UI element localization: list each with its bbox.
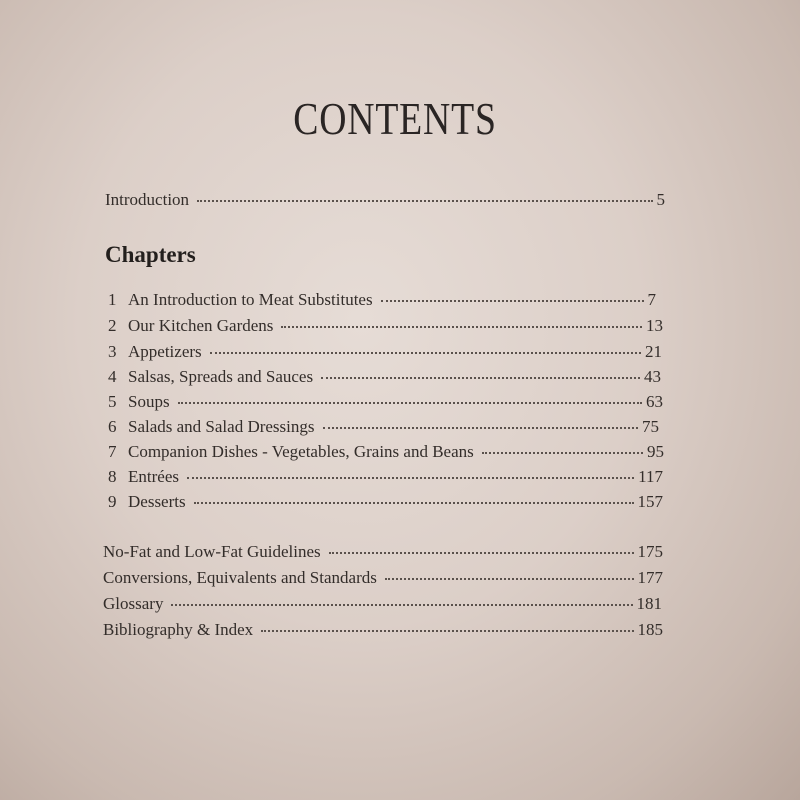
chapter-title: Soups — [128, 392, 170, 411]
dot-leader — [210, 352, 641, 354]
toc-backmatter-row — [103, 620, 663, 640]
toc-entry-label: Glossary — [103, 594, 164, 613]
dot-leader — [197, 200, 652, 202]
toc-entry-page: 175 — [637, 542, 663, 561]
chapter-number: 7 — [108, 442, 117, 461]
chapter-page: 63 — [646, 392, 663, 411]
dot-leader — [171, 604, 632, 606]
chapter-title: Our Kitchen Gardens — [128, 316, 274, 335]
dot-leader — [381, 300, 644, 302]
toc-entry-label: Conversions, Equivalents and Standards — [103, 568, 377, 587]
toc-entry-page: 177 — [637, 568, 663, 587]
toc-entry-label: Bibliography & Index — [103, 620, 254, 639]
toc-chapter-row — [108, 342, 662, 362]
toc-entry-page: 5 — [656, 190, 665, 209]
chapter-page: 7 — [647, 290, 656, 309]
toc-backmatter-row — [103, 542, 663, 562]
chapter-number: 6 — [108, 417, 117, 436]
chapter-page: 75 — [642, 417, 659, 436]
dot-leader — [261, 630, 633, 632]
chapter-title: Desserts — [128, 492, 186, 511]
toc-entry-label: Introduction — [105, 190, 190, 209]
chapter-page: 13 — [646, 316, 663, 335]
dot-leader — [281, 326, 642, 328]
toc-chapter-row — [108, 442, 664, 462]
toc-chapter-row — [108, 392, 663, 412]
toc-entry-introduction — [105, 190, 665, 210]
dot-leader — [329, 552, 634, 554]
dot-leader — [482, 452, 643, 454]
dot-leader — [321, 377, 640, 379]
chapter-number: 4 — [108, 367, 117, 386]
toc-chapter-row — [108, 316, 663, 336]
chapter-number: 1 — [108, 290, 117, 309]
toc-chapter-row — [108, 417, 659, 437]
chapter-title: Salads and Salad Dressings — [128, 417, 315, 436]
dot-leader — [178, 402, 642, 404]
chapter-title: An Introduction to Meat Substitutes — [128, 290, 373, 309]
page-title: CONTENTS — [293, 93, 497, 144]
dot-leader — [323, 427, 638, 429]
chapter-page: 21 — [645, 342, 662, 361]
toc-entry-label: No-Fat and Low-Fat Guidelines — [103, 542, 321, 561]
chapter-title: Appetizers — [128, 342, 202, 361]
toc-backmatter-row — [103, 568, 663, 588]
chapter-number: 8 — [108, 467, 117, 486]
dot-leader — [187, 477, 634, 479]
chapter-title: Salsas, Spreads and Sauces — [128, 367, 314, 386]
chapters-heading: Chapters — [105, 242, 196, 267]
toc-entry-page: 181 — [636, 594, 662, 613]
chapter-number: 9 — [108, 492, 117, 511]
chapter-title: Entrées — [128, 467, 179, 486]
chapter-number: 3 — [108, 342, 117, 361]
toc-chapter-row — [108, 467, 663, 487]
chapter-page: 95 — [647, 442, 664, 461]
chapter-number: 5 — [108, 392, 117, 411]
toc-chapter-row — [108, 290, 656, 310]
toc-backmatter-row — [103, 594, 662, 614]
chapter-page: 157 — [637, 492, 663, 511]
toc-chapter-row — [108, 367, 661, 387]
toc-entry-page: 185 — [637, 620, 663, 639]
dot-leader — [385, 578, 634, 580]
chapter-title: Companion Dishes - Vegetables, Grains and Beans — [128, 442, 474, 461]
chapter-page: 43 — [644, 367, 661, 386]
chapter-page: 117 — [638, 467, 663, 486]
chapter-number: 2 — [108, 316, 117, 335]
toc-chapter-row — [108, 492, 663, 512]
dot-leader — [194, 502, 634, 504]
